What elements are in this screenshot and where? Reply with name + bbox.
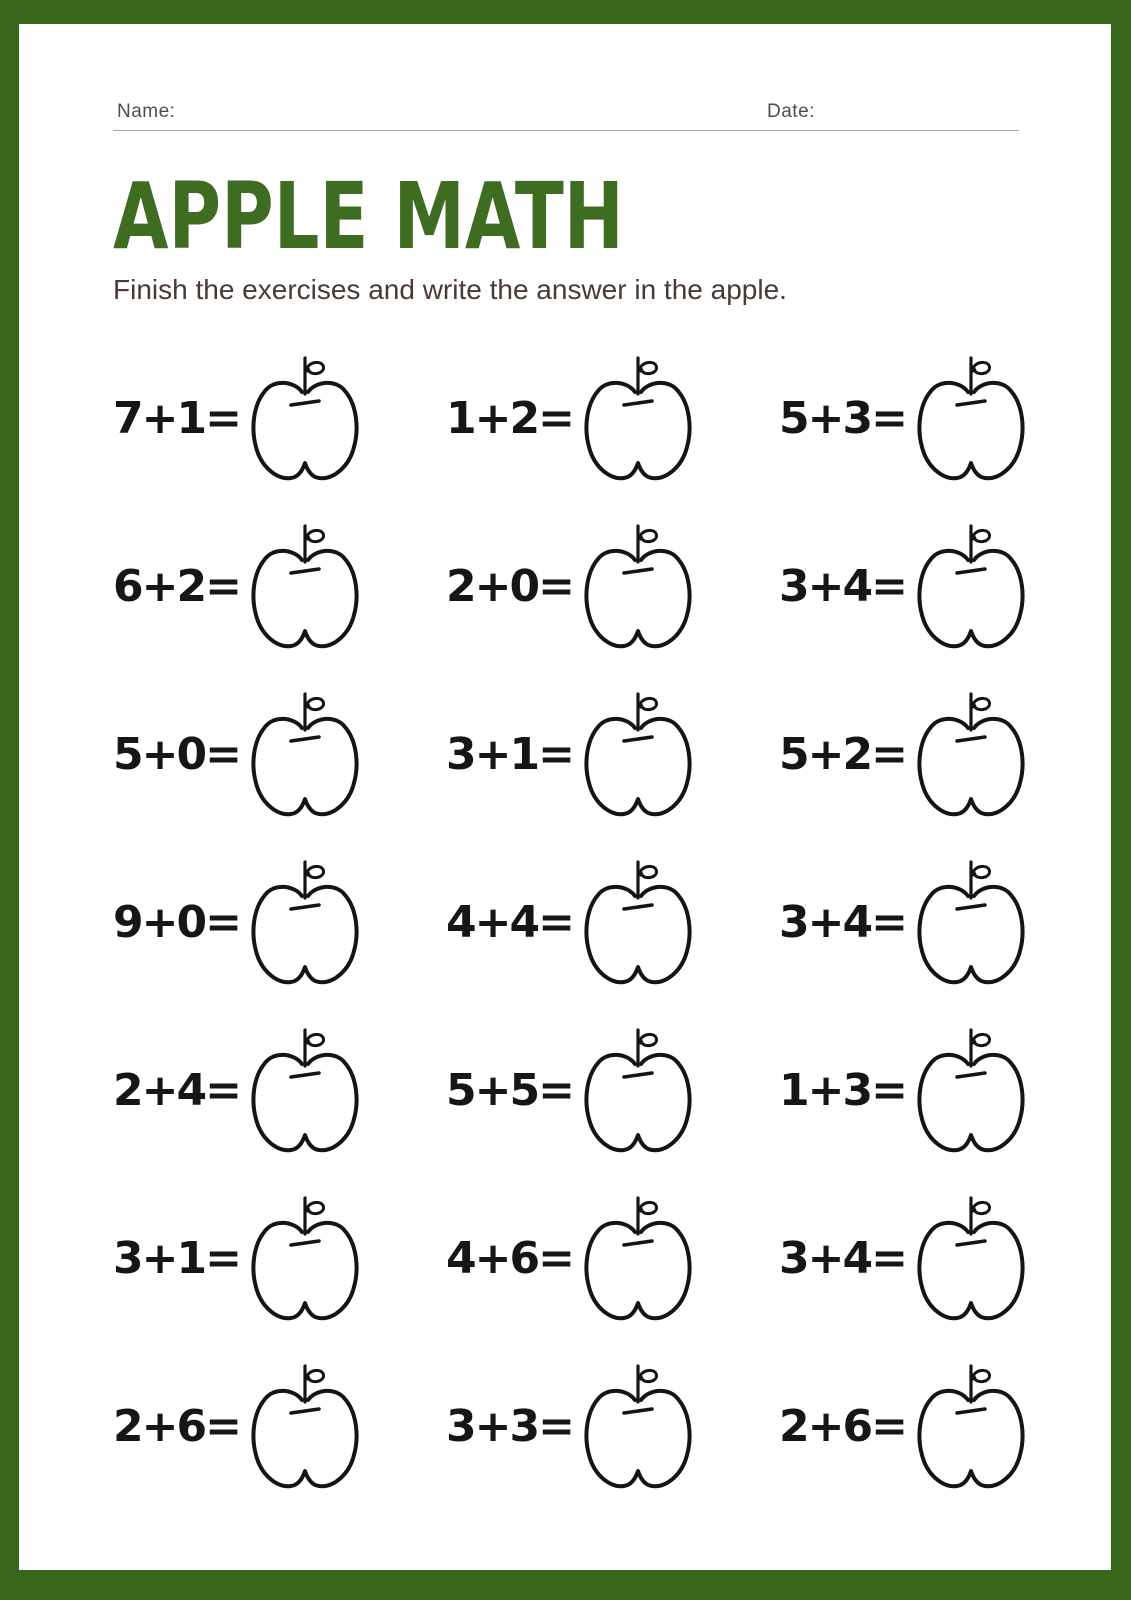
problem-cell xyxy=(113,1022,446,1158)
problem-label: 2+6= xyxy=(779,1400,906,1452)
problem-cell xyxy=(779,1190,1111,1326)
problem-cell xyxy=(779,350,1111,486)
apple-outline-icon[interactable] xyxy=(910,350,1032,486)
name-date-row xyxy=(113,98,1019,131)
apple-outline-icon[interactable] xyxy=(910,1190,1032,1326)
problem-label: 9+0= xyxy=(113,896,240,948)
problem-cell xyxy=(779,854,1111,990)
problem-cell xyxy=(113,1358,446,1494)
problem-label: 5+3= xyxy=(779,392,906,444)
problem-label: 3+4= xyxy=(779,896,906,948)
apple-outline-icon[interactable] xyxy=(910,1358,1032,1494)
problem-cell xyxy=(446,1358,779,1494)
apple-outline-icon[interactable] xyxy=(244,1358,366,1494)
problem-label: 1+3= xyxy=(779,1064,906,1116)
apple-outline-icon[interactable] xyxy=(244,854,366,990)
instructions-text: Finish the exercises and write the answer in the apple. xyxy=(113,274,787,306)
worksheet-page xyxy=(19,24,1111,1570)
problem-label: 3+3= xyxy=(446,1400,573,1452)
problem-label: 2+0= xyxy=(446,560,573,612)
problem-cell xyxy=(113,1190,446,1326)
problem-cell xyxy=(113,518,446,654)
apple-outline-icon[interactable] xyxy=(910,854,1032,990)
problem-label: 5+0= xyxy=(113,728,240,780)
name-label: Name: xyxy=(117,101,176,122)
problem-cell xyxy=(446,686,779,822)
apple-outline-icon[interactable] xyxy=(577,1358,699,1494)
apple-outline-icon[interactable] xyxy=(577,686,699,822)
apple-outline-icon[interactable] xyxy=(577,350,699,486)
problem-cell xyxy=(446,1022,779,1158)
problem-label: 2+4= xyxy=(113,1064,240,1116)
apple-outline-icon[interactable] xyxy=(910,1022,1032,1158)
apple-outline-icon[interactable] xyxy=(244,1022,366,1158)
page-title: APPLE MATH xyxy=(113,163,624,270)
date-label: Date: xyxy=(767,101,815,122)
apple-outline-icon[interactable] xyxy=(244,350,366,486)
apple-outline-icon[interactable] xyxy=(910,686,1032,822)
problem-label: 4+4= xyxy=(446,896,573,948)
problems-grid xyxy=(113,350,1111,1494)
problem-label: 5+5= xyxy=(446,1064,573,1116)
problem-cell xyxy=(113,350,446,486)
problem-cell xyxy=(446,854,779,990)
problem-cell xyxy=(779,1358,1111,1494)
problem-cell xyxy=(779,1022,1111,1158)
problem-cell xyxy=(779,518,1111,654)
problem-cell xyxy=(113,854,446,990)
apple-outline-icon[interactable] xyxy=(910,518,1032,654)
problem-cell xyxy=(113,686,446,822)
problem-label: 2+6= xyxy=(113,1400,240,1452)
problem-label: 3+1= xyxy=(446,728,573,780)
problem-cell xyxy=(446,518,779,654)
apple-outline-icon[interactable] xyxy=(577,1022,699,1158)
apple-outline-icon[interactable] xyxy=(577,1190,699,1326)
problem-cell xyxy=(779,686,1111,822)
apple-outline-icon[interactable] xyxy=(577,518,699,654)
problem-label: 6+2= xyxy=(113,560,240,612)
problem-cell xyxy=(446,350,779,486)
problem-label: 3+4= xyxy=(779,1232,906,1284)
apple-outline-icon[interactable] xyxy=(244,686,366,822)
problem-cell xyxy=(446,1190,779,1326)
problem-label: 4+6= xyxy=(446,1232,573,1284)
problem-label: 3+1= xyxy=(113,1232,240,1284)
problem-label: 3+4= xyxy=(779,560,906,612)
apple-outline-icon[interactable] xyxy=(244,1190,366,1326)
apple-outline-icon[interactable] xyxy=(577,854,699,990)
problem-label: 5+2= xyxy=(779,728,906,780)
apple-outline-icon[interactable] xyxy=(244,518,366,654)
problem-label: 7+1= xyxy=(113,392,240,444)
problem-label: 1+2= xyxy=(446,392,573,444)
